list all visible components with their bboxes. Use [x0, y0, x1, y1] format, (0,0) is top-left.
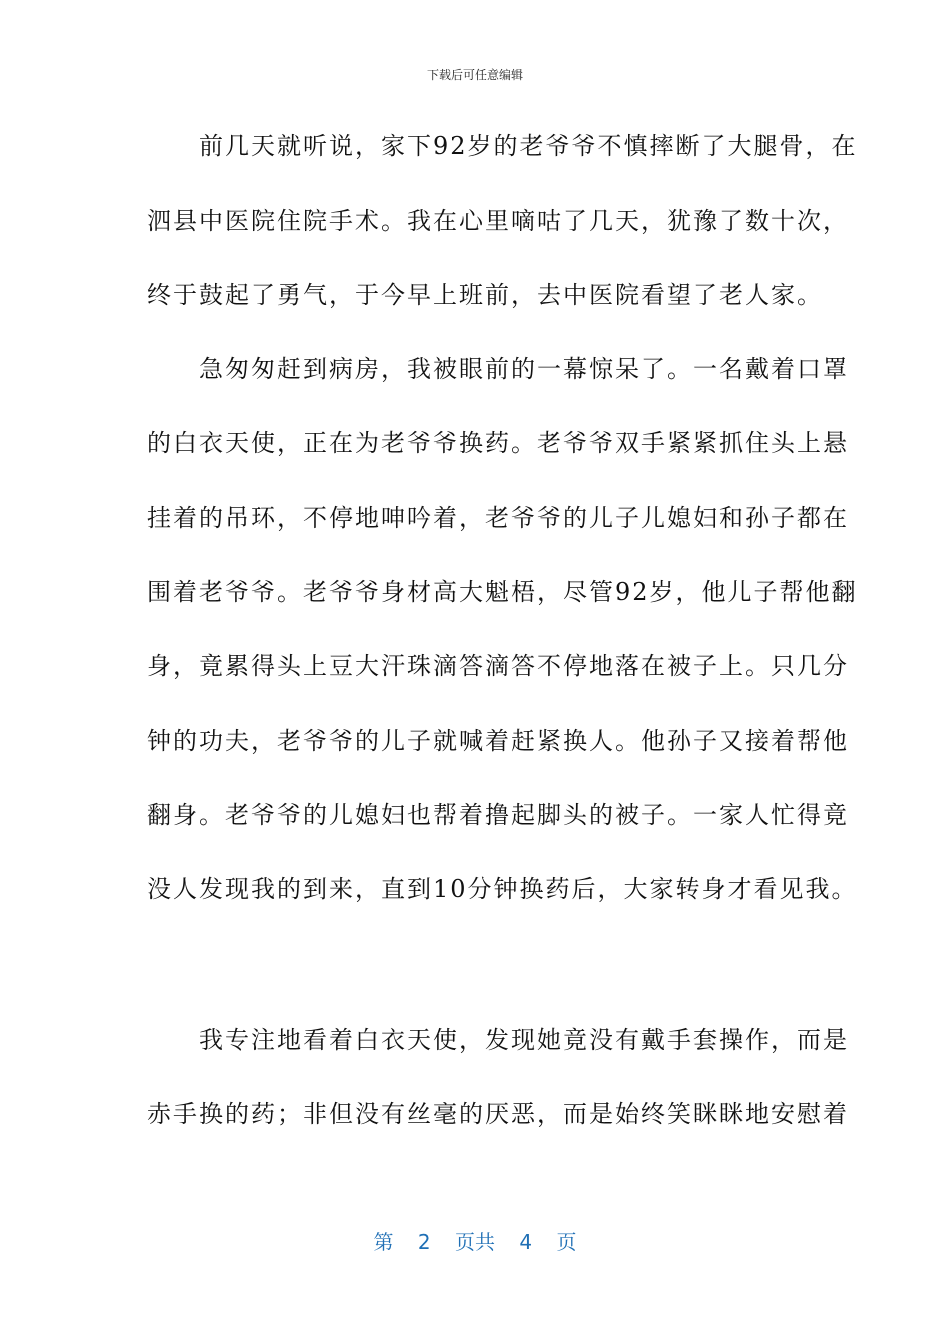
text-line-9: 钟的功夫，老爷爷的儿子就喊着赶紧换人。他孙子又接着帮他 — [147, 727, 849, 755]
page-total: 4 — [519, 1230, 533, 1254]
text-line-13: 赤手换的药；非但没有丝毫的厌恶，而是始终笑眯眯地安慰着 — [147, 1100, 849, 1128]
text-line-11: 没人发现我的到来，直到10分钟换药后，大家转身才看见我。 — [147, 875, 858, 903]
page-prefix: 第 — [373, 1230, 394, 1254]
page-suffix: 页 — [556, 1230, 577, 1254]
header-note: 下载后可任意编辑 — [426, 68, 523, 82]
text-line-5: 的白衣天使，正在为老爷爷换药。老爷爷双手紧紧抓住头上悬 — [147, 429, 849, 457]
text-line-7: 围着老爷爷。老爷爷身材高大魁梧，尽管92岁，他儿子帮他翻 — [147, 578, 858, 606]
text-line-10: 翻身。老爷爷的儿媳妇也帮着撸起脚头的被子。一家人忙得竟 — [147, 801, 849, 829]
text-line-2: 泗县中医院住院手术。我在心里嘀咕了几天，犹豫了数十次， — [147, 207, 849, 235]
page-number: 2 — [417, 1230, 431, 1254]
text-line-1: 前几天就听说，家下92岁的老爷爷不慎摔断了大腿骨，在 — [147, 132, 858, 160]
page-footer — [0, 1226, 950, 1255]
text-line-3: 终于鼓起了勇气，于今早上班前，去中医院看望了老人家。 — [147, 281, 823, 309]
text-line-12: 我专注地看着白衣天使，发现她竟没有戴手套操作，而是 — [147, 1026, 849, 1054]
text-line-4: 急匆匆赶到病房，我被眼前的一幕惊呆了。一名戴着口罩 — [147, 355, 849, 383]
page-middle: 页共 — [455, 1230, 495, 1254]
text-line-6: 挂着的吊环，不停地呻吟着，老爷爷的儿子儿媳妇和孙子都在 — [147, 504, 849, 532]
text-line-8: 身，竟累得头上豆大汗珠滴答滴答不停地落在被子上。只几分 — [147, 652, 849, 680]
